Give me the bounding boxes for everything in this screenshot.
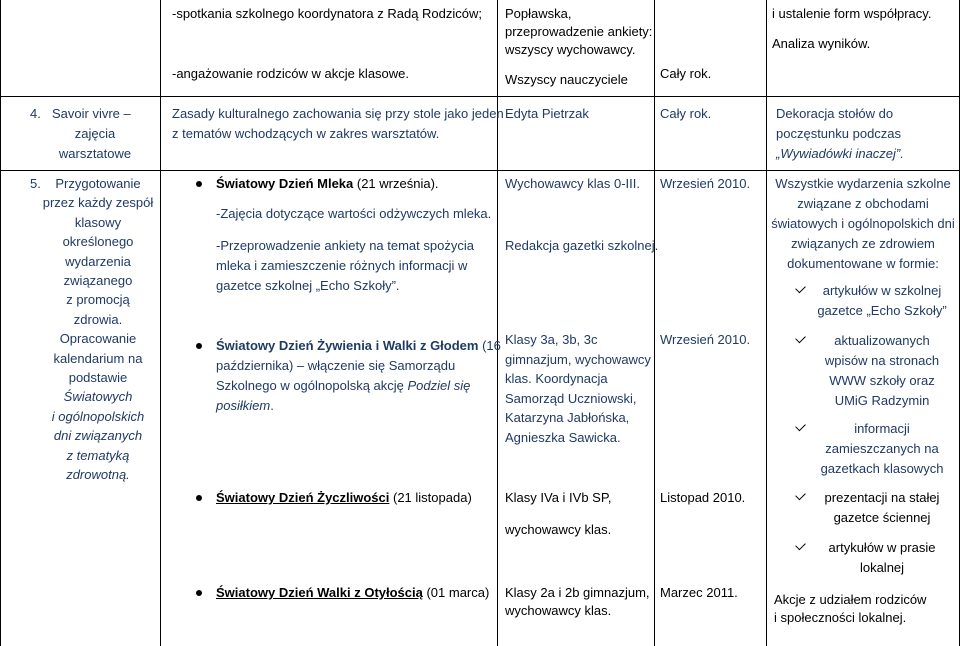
- who3-line: klas. Koordynacja: [505, 371, 608, 386]
- milk-line1: -Zajęcia dotyczące wartości odżywczych mleka.: [216, 206, 492, 221]
- row5-title-line: Światowych: [63, 389, 133, 405]
- milk-line2: -Przeprowadzenie ankiety na temat spożycia: [216, 238, 474, 253]
- row5-title-line: i ogólnopolskich: [51, 408, 145, 424]
- row5-result-item-class-boards: [808, 419, 956, 479]
- top-activities-line1: -spotkania szkolnego koordynatora z Radą Rodziców;: [172, 6, 483, 21]
- row5-responsible-3: [505, 330, 650, 447]
- row5-result-item-www: [808, 331, 956, 411]
- who3-line: Klasy 3a, 3b, 3c: [505, 332, 598, 347]
- bullet-icon: [196, 343, 202, 349]
- food-line4-end: .: [270, 398, 274, 413]
- bullet-icon: [196, 181, 202, 187]
- resIntro-line: związanych ze zdrowiem: [791, 236, 935, 251]
- row4-title-line1: Savoir vivre –: [52, 106, 131, 121]
- checkmark-icon: [795, 540, 806, 551]
- res2-line: aktualizowanych: [834, 333, 930, 348]
- res2-line: UMiG Radzymin: [834, 393, 930, 408]
- food-line2: października) – włączenie się Samorządu: [216, 358, 456, 373]
- row5-title-line: związanego: [63, 273, 133, 289]
- row5-title-line: Przygotowanie: [55, 176, 141, 191]
- top-result-line1: i ustalenie form współpracy.: [772, 6, 932, 21]
- bullet-icon: [196, 495, 202, 501]
- kindness-title: Światowy Dzień Życzliwości: [216, 490, 390, 505]
- checkmark-icon: [795, 333, 806, 344]
- row5-term-1: Wrzesień 2010.: [660, 176, 751, 191]
- row5-responsible-4-line2: wychowawcy klas.: [505, 522, 612, 537]
- top-responsible-line1: Popławska,: [505, 6, 572, 21]
- res1-line: gazetce „Echo Szkoły”: [817, 303, 947, 318]
- row5-result-item-articles: [808, 281, 956, 321]
- res5-line: artykułów w prasie: [828, 540, 936, 555]
- food-line3-text: Szkolnego w ogólnopolską akcję: [216, 378, 408, 393]
- row5-result-end-line2: i społeczności lokalnej.: [774, 610, 907, 625]
- food-title: Światowy Dzień Żywienia i Walki z Głodem: [216, 338, 479, 353]
- row5-term-4: Marzec 2011.: [660, 585, 738, 600]
- row4-responsible: Edyta Pietrzak: [505, 106, 589, 121]
- row5-title: [40, 174, 156, 485]
- resIntro-line: związane z obchodami: [797, 196, 929, 211]
- table-row-border: [0, 96, 960, 97]
- food-line3: [216, 376, 470, 395]
- res2-line: wpisów na stronach: [824, 353, 940, 368]
- res2-line: WWW szkoły oraz: [829, 373, 935, 388]
- row5-title-line: określonego: [62, 234, 134, 250]
- milk-date: (21 września).: [353, 176, 439, 191]
- res4-line: gazetce ściennej: [833, 510, 931, 525]
- row5-title-line: z tematyką: [66, 447, 130, 463]
- obesity-event: [216, 583, 489, 602]
- row5-number: 5.: [30, 176, 41, 191]
- resIntro-line: światowych i ogólnopolskich dni: [771, 216, 955, 231]
- res1-line: artykułów w szkolnej: [822, 283, 942, 298]
- row5-responsible-5-line2: wychowawcy klas.: [505, 603, 612, 618]
- top-term: Cały rok.: [660, 66, 712, 81]
- food-line3-italic: Podziel się: [407, 378, 471, 393]
- checkmark-icon: [795, 490, 806, 501]
- row4-result-line3: „Wywiadówki inaczej”.: [776, 146, 904, 161]
- row5-result-intro: [768, 174, 958, 274]
- bullet-icon: [196, 590, 202, 596]
- who3-line: Katarzyna Jabłońska,: [505, 410, 630, 425]
- row5-title-line: przez każdy zespół: [42, 195, 154, 211]
- res3-line: informacji: [854, 421, 910, 436]
- row5-title-line: zdrowia.: [73, 311, 123, 327]
- row5-responsible-1: Wychowawcy klas 0-III.: [505, 176, 640, 191]
- res3-line: gazetkach klasowych: [820, 461, 944, 476]
- resIntro-line: Wszystkie wydarzenia szkolne: [775, 176, 951, 191]
- row5-title-line: dni związanych: [53, 428, 143, 444]
- top-result-line2: Analiza wyników.: [772, 36, 871, 51]
- checkmark-icon: [795, 421, 806, 432]
- food-line4: [216, 396, 274, 415]
- row5-term-3: Listopad 2010.: [660, 490, 746, 505]
- row4-result-line1: Dekoracja stołów do: [776, 106, 894, 121]
- checkmark-icon: [795, 283, 806, 294]
- milk-title: Światowy Dzień Mleka: [216, 176, 354, 191]
- row4-result-line2: poczęstunku podczas: [776, 126, 902, 141]
- table-row-border: [0, 170, 960, 171]
- kindness-date: (21 listopada): [389, 490, 472, 505]
- row5-result-item-press: [808, 538, 956, 578]
- row5-title-line: podstawie: [68, 370, 128, 386]
- who3-line: gimnazjum, wychowawcy: [505, 351, 651, 367]
- row5-result-item-wall-board: [808, 488, 956, 528]
- food-event-line1: [216, 336, 501, 355]
- row5-responsible-4-line1: Klasy IVa i IVb SP,: [505, 490, 612, 505]
- milk-line3: mleka i zamieszczenie różnych informacji w: [216, 258, 468, 273]
- top-responsible-line2: przeprowadzenie ankiety:: [505, 24, 653, 39]
- row4-title-line2: zajęcia: [74, 126, 116, 141]
- res5-line: lokalnej: [859, 560, 905, 575]
- obesity-title: Światowy Dzień Walki z Otyłością: [216, 585, 423, 600]
- row4-term: Cały rok.: [660, 106, 712, 121]
- res3-line: zamieszczanych na: [825, 441, 939, 456]
- row5-term-2: Wrzesień 2010.: [660, 332, 751, 347]
- res4-line: prezentacji na stałej: [824, 490, 940, 505]
- row5-title-line: kalendarium na: [53, 350, 143, 366]
- who3-line: Agnieszka Sawicka.: [505, 429, 621, 445]
- who3-line: Samorząd Uczniowski,: [505, 390, 637, 406]
- row4-title-line3: warsztatowe: [58, 146, 132, 161]
- row5-title-line: zdrowotną.: [66, 467, 130, 483]
- row5-title-line: z promocją: [66, 292, 130, 308]
- top-responsible-line3: wszyscy wychowawcy.: [505, 42, 636, 57]
- row5-responsible-5-line1: Klasy 2a i 2b gimnazjum,: [505, 585, 650, 600]
- obesity-date: (01 marca): [422, 585, 490, 600]
- resIntro-line: dokumentowane w formie:: [787, 256, 939, 271]
- food-line4-italic: posiłkiem: [216, 398, 271, 413]
- row5-result-end-line1: Akcje z udziałem rodziców: [774, 592, 927, 607]
- milk-event: [216, 174, 439, 193]
- row4-number: 4.: [30, 106, 41, 121]
- row5-title-line: Opracowanie: [59, 331, 137, 347]
- food-date-start: (16: [478, 338, 501, 353]
- top-responsible-line4: Wszyscy nauczyciele: [505, 72, 628, 87]
- row5-title-line: wydarzenia: [65, 253, 131, 269]
- milk-line4: gazetce szkolnej „Echo Szkoły”.: [216, 278, 400, 293]
- row4-desc-line2: z tematów wchodzących w zakres warsztatów.: [172, 126, 440, 141]
- top-activities-line2: -angażowanie rodziców w akcje klasowe.: [172, 66, 410, 81]
- row5-responsible-2: Redakcja gazetki szkolnej.: [505, 238, 659, 253]
- kindness-event: [216, 488, 472, 507]
- row4-desc-line1: Zasady kulturalnego zachowania się przy stole jako jeden: [172, 106, 504, 121]
- row5-title-line: klasowy: [74, 214, 122, 230]
